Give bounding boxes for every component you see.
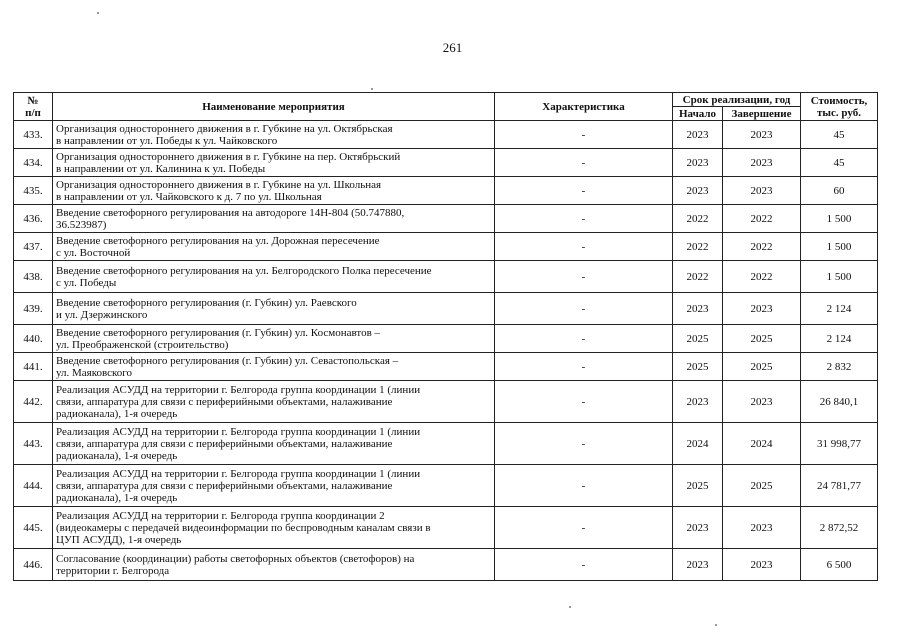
characteristic: - (495, 423, 673, 465)
start-year: 2023 (673, 381, 723, 423)
scan-speck (97, 12, 99, 14)
start-year: 2025 (673, 465, 723, 507)
end-year: 2023 (723, 381, 801, 423)
cost: 1 500 (801, 261, 878, 293)
measure-name: Введение светофорного регулирования на автодороге 14Н-804 (50.747880, 36.523987) (53, 205, 495, 233)
scan-speck (569, 606, 571, 608)
table-row (14, 423, 878, 465)
measure-name: Введение светофорного регулирования (г. Губкин) ул. Севастопольская – ул. Маяковского (53, 353, 495, 381)
measure-name: Введение светофорного регулирования (г. Губкин) ул. Раевского и ул. Дзержинского (53, 293, 495, 325)
row-number: 444. (14, 465, 53, 507)
end-year: 2023 (723, 293, 801, 325)
start-year: 2023 (673, 177, 723, 205)
table-row (14, 465, 878, 507)
row-number: 433. (14, 121, 53, 149)
header-end: Завершение (723, 107, 801, 121)
start-year: 2025 (673, 353, 723, 381)
table-row (14, 233, 878, 261)
end-year: 2023 (723, 549, 801, 581)
end-year: 2023 (723, 149, 801, 177)
characteristic: - (495, 325, 673, 353)
row-number: 443. (14, 423, 53, 465)
measure-name: Организация одностороннего движения в г. Губкине на пер. Октябрьский в направлении от ул. Калинина к ул. Победы (53, 149, 495, 177)
table-row (14, 205, 878, 233)
start-year: 2022 (673, 261, 723, 293)
characteristic: - (495, 121, 673, 149)
start-year: 2023 (673, 549, 723, 581)
header-start: Начало (673, 107, 723, 121)
characteristic: - (495, 177, 673, 205)
header-characteristic: Характеристика (495, 93, 673, 121)
table-row (14, 149, 878, 177)
table-row (14, 507, 878, 549)
row-number: 434. (14, 149, 53, 177)
end-year: 2024 (723, 423, 801, 465)
measure-name: Организация одностороннего движения в г. Губкине на ул. Октябрьская в направлении от ул. Победы к ул. Чайковского (53, 121, 495, 149)
table-body (14, 121, 878, 581)
row-number: 437. (14, 233, 53, 261)
start-year: 2024 (673, 423, 723, 465)
row-number: 436. (14, 205, 53, 233)
cost: 45 (801, 149, 878, 177)
table-row (14, 353, 878, 381)
measure-name: Реализация АСУДД на территории г. Белгорода группа координации 1 (линии связи, аппаратура для связи с периферийными объектами, налаживание радиоканала), 1-я очередь (53, 465, 495, 507)
header-cost: Стоимость, тыс. руб. (801, 93, 878, 121)
characteristic: - (495, 465, 673, 507)
row-number: 439. (14, 293, 53, 325)
row-number: 440. (14, 325, 53, 353)
end-year: 2025 (723, 325, 801, 353)
measures-table (13, 92, 878, 581)
cost: 2 872,52 (801, 507, 878, 549)
characteristic: - (495, 549, 673, 581)
cost: 1 500 (801, 205, 878, 233)
cost: 1 500 (801, 233, 878, 261)
cost: 24 781,77 (801, 465, 878, 507)
start-year: 2023 (673, 507, 723, 549)
measure-name: Реализация АСУДД на территории г. Белгорода группа координации 1 (линии связи, аппаратура для связи с периферийными объектами, налаживание радиоканала), 1-я очередь (53, 423, 495, 465)
end-year: 2023 (723, 507, 801, 549)
start-year: 2022 (673, 233, 723, 261)
row-number: 445. (14, 507, 53, 549)
start-year: 2023 (673, 149, 723, 177)
table-row (14, 325, 878, 353)
scan-speck (715, 624, 717, 626)
measure-name: Введение светофорного регулирования (г. Губкин) ул. Космонавтов – ул. Преображенской (строительство) (53, 325, 495, 353)
characteristic: - (495, 353, 673, 381)
characteristic: - (495, 293, 673, 325)
header-name: Наименование мероприятия (53, 93, 495, 121)
cost: 31 998,77 (801, 423, 878, 465)
table-row (14, 293, 878, 325)
cost: 2 832 (801, 353, 878, 381)
start-year: 2023 (673, 293, 723, 325)
row-number: 441. (14, 353, 53, 381)
characteristic: - (495, 507, 673, 549)
end-year: 2025 (723, 465, 801, 507)
characteristic: - (495, 205, 673, 233)
measure-name: Реализация АСУДД на территории г. Белгорода группа координации 2 (видеокамеры с передачей видеоинформации по беспроводным каналам связи в ЦУП АСУДД), 1-я очередь (53, 507, 495, 549)
measure-name: Организация одностороннего движения в г. Губкине на ул. Школьная в направлении от ул. Чайковского к д. 7 по ул. Школьная (53, 177, 495, 205)
scan-speck (371, 88, 373, 90)
end-year: 2023 (723, 177, 801, 205)
start-year: 2022 (673, 205, 723, 233)
page-number: 261 (442, 40, 463, 55)
row-number: 438. (14, 261, 53, 293)
end-year: 2022 (723, 205, 801, 233)
header-period: Срок реализации, год (673, 93, 801, 107)
characteristic: - (495, 149, 673, 177)
table-row (14, 121, 878, 149)
cost: 60 (801, 177, 878, 205)
start-year: 2023 (673, 121, 723, 149)
cost: 26 840,1 (801, 381, 878, 423)
characteristic: - (495, 261, 673, 293)
end-year: 2022 (723, 233, 801, 261)
table-row (14, 381, 878, 423)
cost: 45 (801, 121, 878, 149)
end-year: 2025 (723, 353, 801, 381)
row-number: 442. (14, 381, 53, 423)
measure-name: Согласование (координации) работы светофорных объектов (светофоров) на территории г. Белгорода (53, 549, 495, 581)
table-row (14, 177, 878, 205)
characteristic: - (495, 233, 673, 261)
characteristic: - (495, 381, 673, 423)
cost: 2 124 (801, 325, 878, 353)
measure-name: Введение светофорного регулирования на ул. Дорожная пересечение с ул. Восточной (53, 233, 495, 261)
cost: 6 500 (801, 549, 878, 581)
start-year: 2025 (673, 325, 723, 353)
end-year: 2022 (723, 261, 801, 293)
header-num: № п/п (14, 93, 53, 121)
row-number: 435. (14, 177, 53, 205)
end-year: 2023 (723, 121, 801, 149)
cost: 2 124 (801, 293, 878, 325)
measure-name: Введение светофорного регулирования на ул. Белгородского Полка пересечение с ул. Победы (53, 261, 495, 293)
table-row (14, 261, 878, 293)
row-number: 446. (14, 549, 53, 581)
table-row (14, 549, 878, 581)
measure-name: Реализация АСУДД на территории г. Белгорода группа координации 1 (линии связи, аппаратура для связи с периферийными объектами, налаживание радиоканала), 1-я очередь (53, 381, 495, 423)
